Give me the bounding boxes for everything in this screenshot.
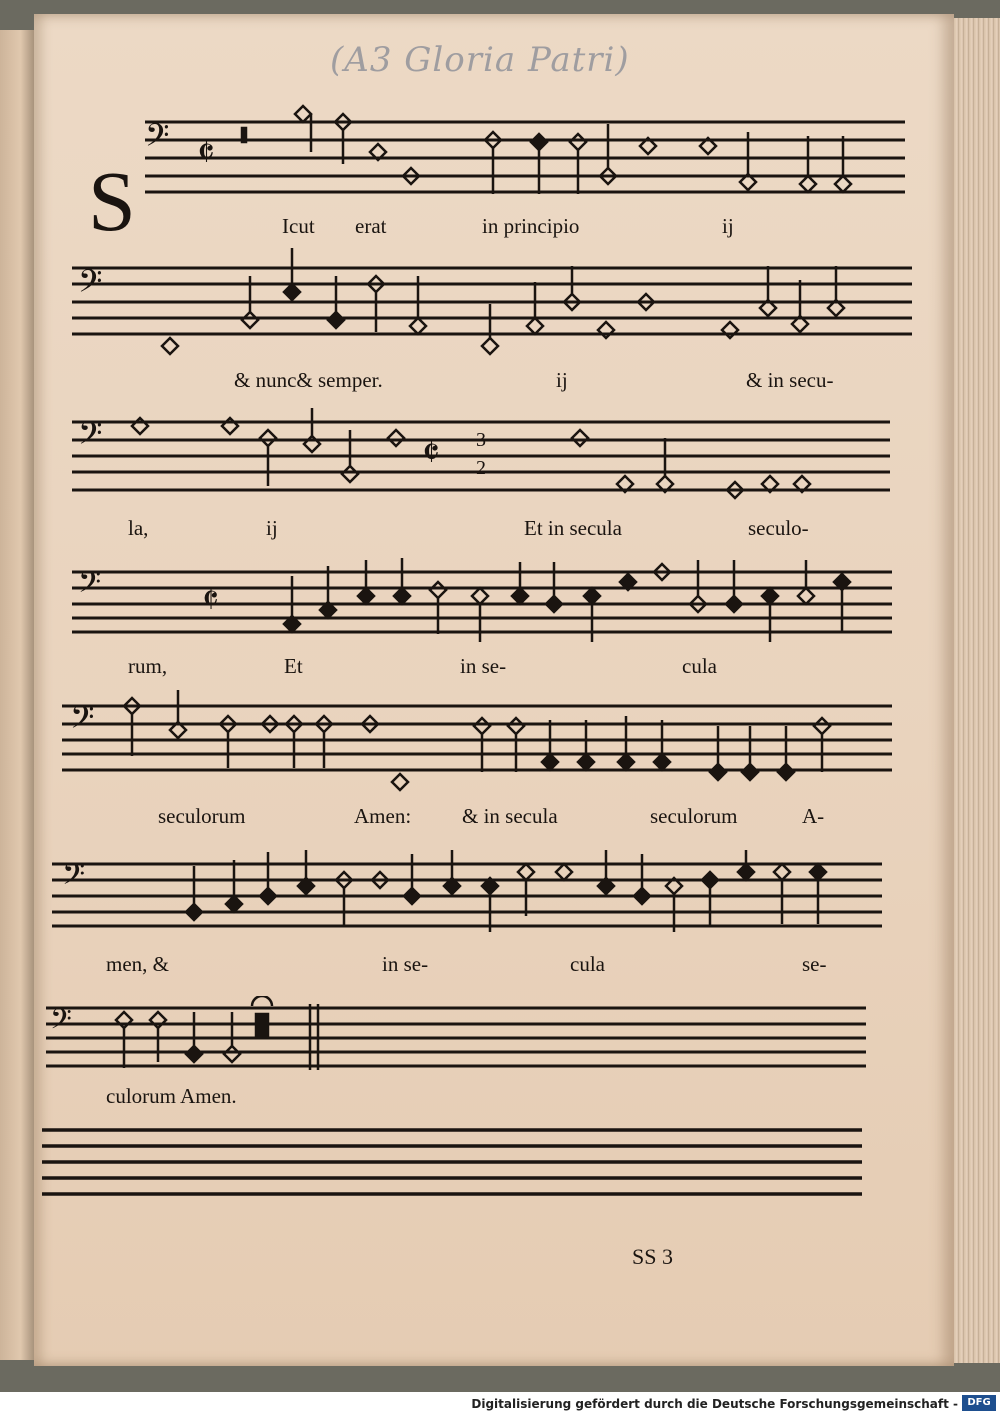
lyric-3c: Et in secula [524, 516, 622, 540]
lyric-2a: & nunc& semper. [234, 368, 383, 392]
lyric-1d: ij [722, 214, 734, 238]
staff-7 [46, 996, 906, 1076]
lyric-4c: in se- [460, 654, 507, 678]
svg-text:𝄢: 𝄢 [78, 263, 103, 307]
previous-page-edge [0, 30, 34, 1360]
svg-text:𝄢: 𝄢 [70, 699, 95, 743]
dfg-logo: DFG [962, 1395, 996, 1411]
f-clef-icon: 𝄢 [145, 117, 170, 161]
lyric-4a: rum, [128, 654, 168, 678]
lyric-5e: A- [802, 804, 825, 828]
lyric-4d: cula [682, 654, 717, 678]
lyric-5c: & in secula [462, 804, 558, 828]
lyric-5a: seculorum [158, 804, 246, 828]
footer-bar [0, 1392, 1000, 1416]
lyric-2b: ij [556, 368, 568, 392]
page-edges [954, 18, 1000, 1363]
lyric-3b: ij [266, 516, 278, 540]
lyric-1c: in principio [482, 214, 580, 238]
staff-3 [72, 404, 922, 504]
lyric-1b: erat [355, 214, 387, 238]
svg-text:𝄢: 𝄢 [50, 1003, 72, 1043]
svg-text:𝄢: 𝄢 [78, 415, 103, 459]
time-sig-bottom: 2 [476, 457, 486, 479]
staff-6 [52, 846, 912, 946]
lyric-7a: culorum Amen. [106, 1084, 237, 1108]
lyric-6d: se- [802, 952, 827, 976]
pencil-margin-note: (A3 Gloria Patri) [330, 40, 630, 80]
blank-staff [42, 1126, 872, 1202]
lyric-6c: cula [570, 952, 605, 976]
lyric-2c: & in secu- [746, 368, 834, 392]
lyric-6a: men, & [106, 952, 169, 976]
svg-text:𝄵: 𝄵 [422, 430, 440, 476]
staff-4 [72, 556, 922, 646]
lyric-1a: Icut [282, 214, 315, 238]
svg-text:𝄢: 𝄢 [78, 566, 102, 607]
footer-credit: Digitalisierung gefördert durch die Deutsche Forschungsgemeinschaft - [471, 1397, 958, 1411]
lyric-3a: la, [128, 516, 149, 540]
lyric-4b: Et [284, 654, 303, 678]
staff-1 [145, 104, 915, 214]
lyric-6b: in se- [382, 952, 429, 976]
lyric-5d: seculorum [650, 804, 738, 828]
staff-5 [62, 686, 922, 794]
lyric-5b: Amen: [354, 804, 412, 828]
svg-text:𝄵: 𝄵 [202, 577, 219, 621]
initial-letter: S [88, 153, 136, 249]
cut-time-icon: 𝄵 [197, 130, 215, 176]
lyric-3d: seculo- [748, 516, 809, 540]
svg-text:𝄢: 𝄢 [62, 858, 86, 899]
time-sig-top: 3 [476, 429, 486, 451]
staff-2 [72, 246, 922, 362]
signature-mark: SS 3 [632, 1244, 673, 1269]
